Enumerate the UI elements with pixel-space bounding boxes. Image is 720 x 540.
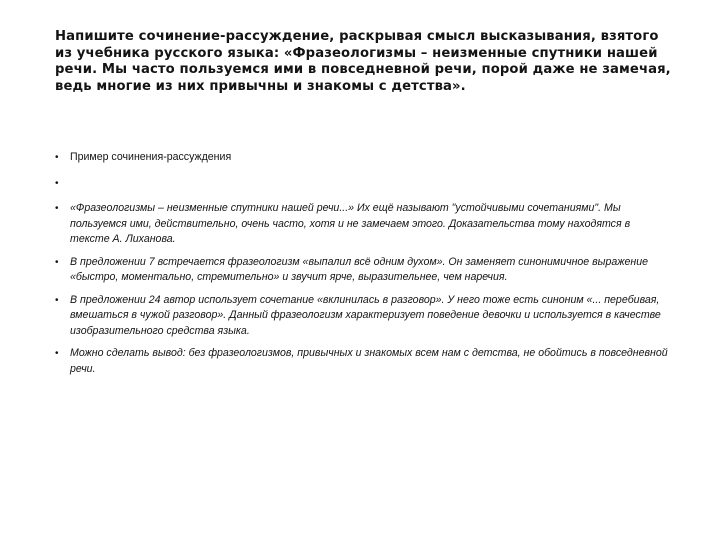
list-item-intro: [55, 201, 670, 248]
bullet-icon: •: [55, 294, 59, 306]
list-item-empty: [55, 176, 670, 192]
essay-bullet-list: [55, 150, 670, 384]
list-item-text: Можно сделать вывод: без фразеологизмов, привычных и знакомых всем нам с детства, не обойтись в повседневной речи.: [70, 347, 668, 375]
list-item-essay-example-heading: [55, 150, 670, 166]
bullet-icon: •: [55, 203, 59, 214]
bullet-icon: •: [55, 256, 59, 268]
list-item-text: В предложении 7 встречается фразеологизм «выпалил всё одним духом». Он заменяет синонимичное выражение «быстро, моментально, стремительно» и звучит ярче, выразительнее, чем наречия.: [70, 255, 649, 283]
bullet-icon: •: [55, 177, 59, 189]
list-item-conclusion: [55, 346, 670, 377]
list-item-argument-2: [55, 293, 670, 340]
slide-title: Напишите сочинение-рассуждение, раскрывая смысл высказывания, взятого из учебника русского языка: «Фразеологизмы – неизменные спутники нашей речи. Мы часто пользуемся ими в повседневной речи, порой даже не замечая, ведь многие из них привычны и знакомы с детства».: [55, 29, 671, 94]
list-item-argument-1: [55, 255, 670, 286]
bullet-icon: •: [55, 152, 59, 163]
list-item-text: Пример сочинения-рассуждения: [70, 151, 232, 163]
bullet-icon: •: [55, 348, 59, 359]
list-item-text: «Фразеологизмы – неизменные спутники нашей речи...» Их ещё называют "устойчивыми сочетаниями". Мы пользуемся ими, действительно, очень часто, хотя и не замечаем этого. Доказательства тому находятся в тексте А. Лиханова.: [70, 202, 631, 245]
list-item-text: В предложении 24 автор использует сочетание «вклинилась в разговор». У него тоже есть синоним «... перебивая, вмешаться в чужой разговор». Данный фразеологизм характеризует поведение девочки и используется в качестве изобразительного средства языка.: [70, 293, 661, 337]
